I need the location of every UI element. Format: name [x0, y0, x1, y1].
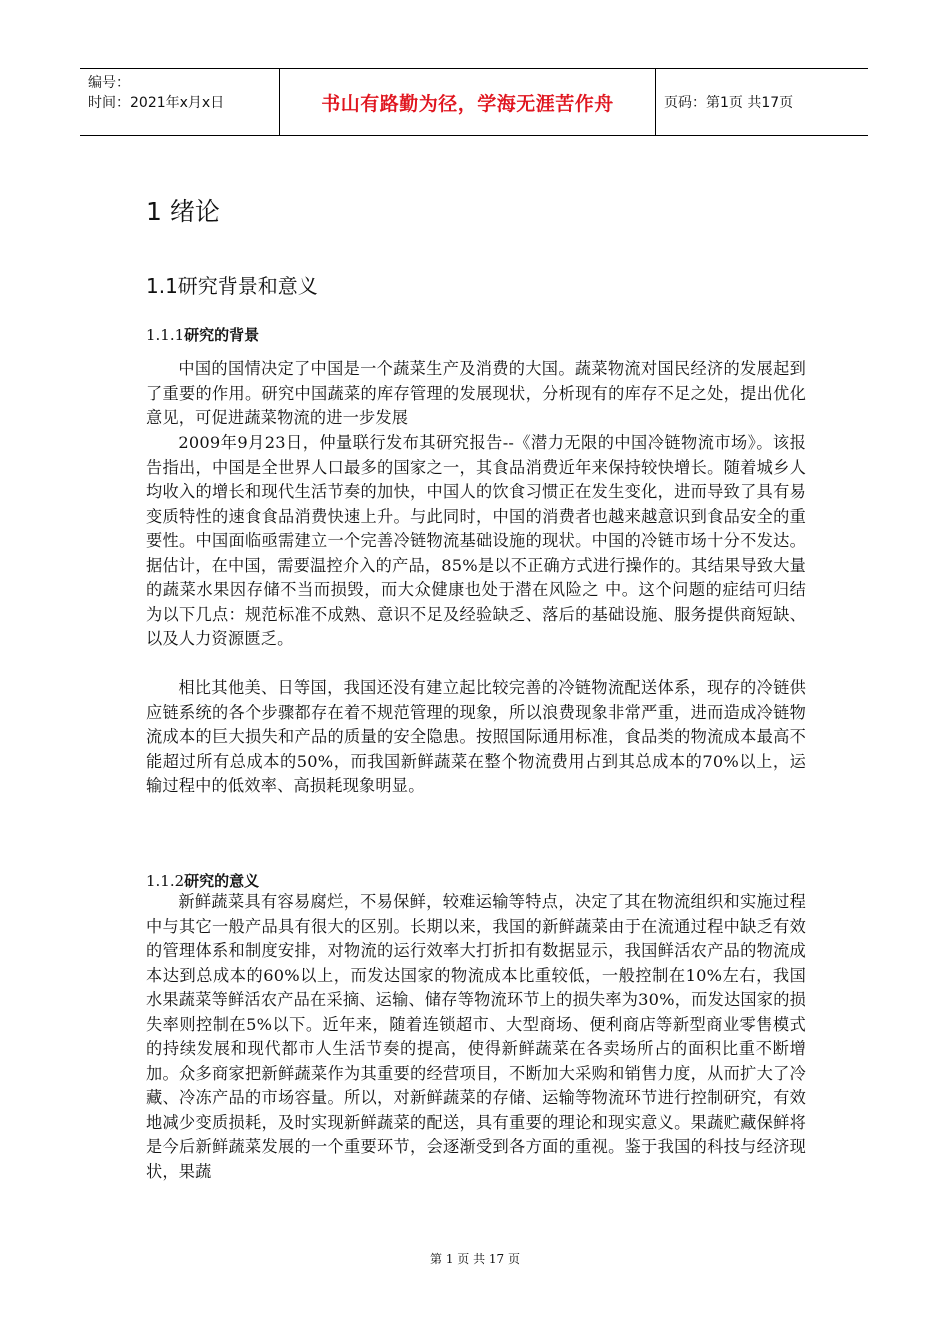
- header-meta: [80, 69, 280, 135]
- time-label: 时间：2021年x月x日: [88, 95, 225, 111]
- number-label: 编号：: [88, 75, 130, 91]
- subsection-heading-background: [146, 324, 259, 345]
- page-footer: 第 1 页 共 17 页: [430, 1252, 520, 1266]
- header-motto: 书山有路勤为径，学海无涯苦作舟: [280, 69, 656, 135]
- paragraph-1: 中国的国情决定了中国是一个蔬菜生产及消费的大国。蔬菜物流对国民经济的发展起到了重要的作用。研究中国蔬菜的库存管理的发展现状，分析现有的库存不足之处，提出优化意见，可促进蔬菜物流的进一步发展: [146, 359, 806, 427]
- paragraph-3: 相比其他美、日等国，我国还没有建立起比较完善的冷链物流配送体系，现存的冷链供应链系统的各个步骤都存在着不规范管理的现象，所以浪费现象非常严重，进而造成冷链物流成本的巨大损失和产品的质量的安全隐患。按照国际通用标准，食品类的物流成本最高不能超过所有总成本的50%，而我国新鲜蔬菜在整个物流费用占到其总成本的70%以上，运输过程中的低效率、高损耗现象明显。: [146, 678, 806, 795]
- subsection-number: 1.1.2: [146, 872, 185, 890]
- header-page-info: 页码：第1页 共17页: [664, 95, 794, 111]
- subsection-title: 研究的意义: [184, 872, 260, 890]
- subsection-heading-significance: [146, 870, 259, 891]
- chapter-title: 1 绪论: [146, 197, 220, 226]
- paragraph-2: 2009年9月23日，仲量联行发布其研究报告--《潜力无限的中国冷链物流市场》。该报告指出，中国是全世界人口最多的国家之一，其食品消费近年来保持较快增长。随着城乡人均收入的增长和现代生活节奏的加快，中国人的饮食习惯正在发生变化，进而导致了具有易变质特性的速食食品消费快速上升。与此同时，中国的消费者也越来越意识到食品安全的重要性。中国面临亟需建立一个完善冷链物流基础设施的现状。中国的冷链市场十分不发达。据估计，在中国，需要温控介入的产品，85%是以不正确方式进行操作的。其结果导致大量的蔬菜水果因存储不当而损毁，而大众健康也处于潜在风险之 中。这个问题的症结可归结为以下几点：规范标准不成熟、意识不足及经验缺乏、落后的基础设施、服务提供商短缺、以及人力资源匮乏。: [146, 433, 806, 648]
- page-header: [80, 68, 868, 136]
- subsection-number: 1.1.1: [146, 326, 185, 344]
- subsection-title: 研究的背景: [184, 326, 260, 344]
- section-title: 1.1研究背景和意义: [146, 274, 318, 298]
- paragraph-4: 新鲜蔬菜具有容易腐烂，不易保鲜，较难运输等特点，决定了其在物流组织和实施过程中与其它一般产品具有很大的区别。长期以来，我国的新鲜蔬菜由于在流通过程中缺乏有效的管理体系和制度安排，对物流的运行效率大打折扣有数据显示，我国鲜活农产品的物流成本达到总成本的60%以上，而发达国家的物流成本比重较低，一般控制在10%左右，我国水果蔬菜等鲜活农产品在采摘、运输、储存等物流环节上的损失率为30%，而发达国家的损失率则控制在5%以下。近年来，随着连锁超市、大型商场、便利商店等新型商业零售模式的持续发展和现代都市人生活节奏的提高，使得新鲜蔬菜在各卖场所占的面积比重不断增加。众多商家把新鲜蔬菜作为其重要的经营项目，不断加大采购和销售力度，从而扩大了冷藏、冷冻产品的市场容量。所以，对新鲜蔬菜的存储、运输等物流环节进行控制研究，有效地减少变质损耗，及时实现新鲜蔬菜的配送，具有重要的理论和现实意义。果蔬贮藏保鲜将是今后新鲜蔬菜发展的一个重要环节，会逐渐受到各方面的重视。鉴于我国的科技与经济现状，果蔬: [146, 892, 806, 1181]
